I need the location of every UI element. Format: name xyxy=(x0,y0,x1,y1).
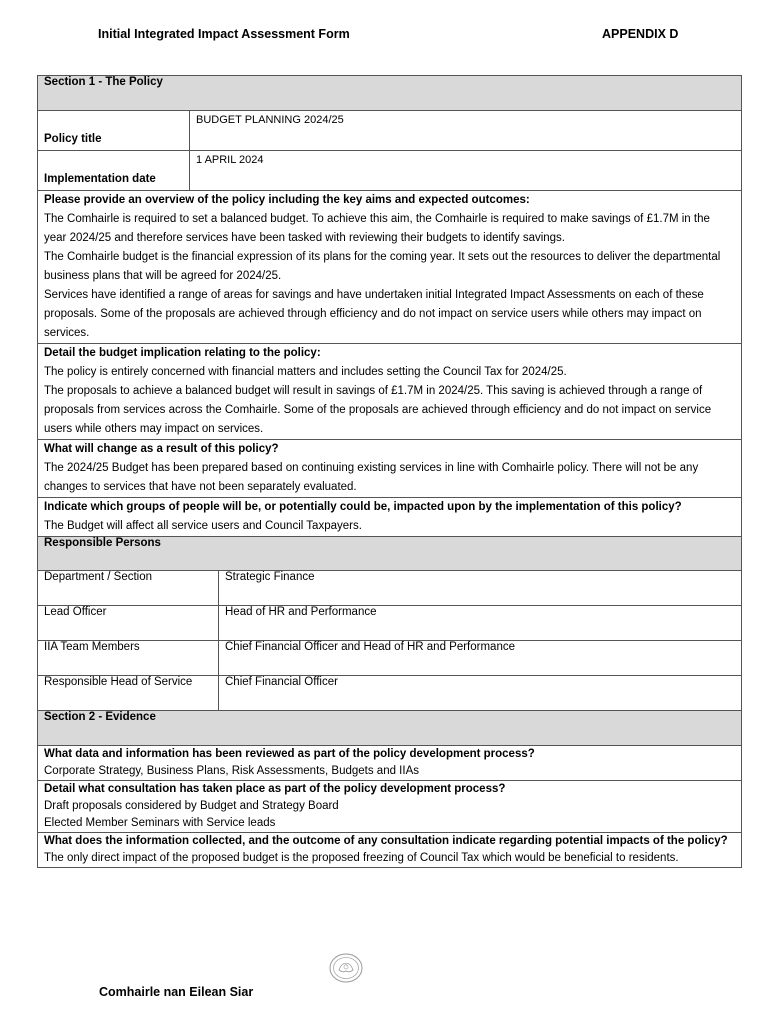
groups-row xyxy=(38,498,742,537)
policy-title-row xyxy=(38,111,742,151)
section2-heading-row xyxy=(38,711,742,746)
appendix-label: APPENDIX D xyxy=(602,27,679,41)
section2-heading: Section 2 - Evidence xyxy=(38,711,742,746)
responsible-row xyxy=(38,606,742,641)
overview-answer-1: The Comhairle is required to set a balanced budget. To achieve this aim, the Comhairle is required to make savings of £1.7M in the year 2024/25 and therefore services have been tasked with reviewing their budgets to identify savings. xyxy=(44,213,710,244)
data-info-answer: Corporate Strategy, Business Plans, Risk Assessments, Budgets and IIAs xyxy=(44,765,419,777)
outcome-question: What does the information collected, and the outcome of any consultation indicate regarding potential impacts of the policy? xyxy=(44,835,728,847)
groups-cell xyxy=(38,498,742,537)
overview-answer-2: The Comhairle budget is the financial expression of its plans for the coming year. It sets out the resources to deliver the departmental business plans that will be agreed for 2024/25. xyxy=(44,251,721,282)
responsible-value: Head of HR and Performance xyxy=(219,606,742,641)
budget-answer-1: The policy is entirely concerned with financial matters and includes setting the Council Tax for 2024/25. xyxy=(44,366,567,378)
budget-row xyxy=(38,344,742,440)
overview-cell xyxy=(38,191,742,344)
data-info-cell xyxy=(38,746,742,781)
change-question: What will change as a result of this policy? xyxy=(44,443,279,455)
budget-question: Detail the budget implication relating to the policy: xyxy=(44,347,321,359)
implementation-date-label: Implementation date xyxy=(38,151,190,191)
consultation-cell xyxy=(38,781,742,833)
change-cell xyxy=(38,440,742,498)
section1-heading-row xyxy=(38,76,742,111)
responsible-label: Responsible Head of Service xyxy=(38,676,219,711)
section1-heading: Section 1 - The Policy xyxy=(38,76,742,111)
responsible-row xyxy=(38,676,742,711)
budget-cell xyxy=(38,344,742,440)
data-info-question: What data and information has been reviewed as part of the policy development process? xyxy=(44,748,535,760)
consultation-question: Detail what consultation has taken place as part of the policy development process? xyxy=(44,783,506,795)
responsible-label: Lead Officer xyxy=(38,606,219,641)
responsible-label: Department / Section xyxy=(38,571,219,606)
responsible-row xyxy=(38,641,742,676)
responsible-value: Chief Financial Officer and Head of HR and Performance xyxy=(219,641,742,676)
overview-question: Please provide an overview of the policy including the key aims and expected outcomes: xyxy=(44,194,530,206)
assessment-form-table xyxy=(37,75,742,868)
responsible-value: Chief Financial Officer xyxy=(219,676,742,711)
consultation-answer-1: Draft proposals considered by Budget and Strategy Board xyxy=(44,800,339,812)
groups-answer: The Budget will affect all service users and Council Taxpayers. xyxy=(44,520,362,532)
overview-answer-3: Services have identified a range of areas for savings and have undertaken initial Integrated Impact Assessments on each of these proposals. Some of the proposals are achieved through efficiency and do not impact on service users while others may impact on services. xyxy=(44,289,704,339)
responsible-row xyxy=(38,571,742,606)
overview-row xyxy=(38,191,742,344)
council-seal-icon xyxy=(328,952,364,984)
change-answer: The 2024/25 Budget has been prepared based on continuing existing services in line with Comhairle policy. There will not be any changes to services that have not been separately evaluated. xyxy=(44,462,699,493)
consultation-row xyxy=(38,781,742,833)
form-title: Initial Integrated Impact Assessment Form xyxy=(98,27,350,41)
implementation-date-value: 1 APRIL 2024 xyxy=(190,151,742,191)
change-row xyxy=(38,440,742,498)
budget-answer-2: The proposals to achieve a balanced budget will result in savings of £1.7M in 2024/25. This saving is achieved through a range of proposals from services across the Comhairle. Some of the proposals are achieved through efficiency and do not impact on service users while others may impact on services. xyxy=(44,385,712,435)
groups-question: Indicate which groups of people will be, or potentially could be, impacted upon by the implementation of this policy? xyxy=(44,501,682,513)
data-info-row xyxy=(38,746,742,781)
consultation-answer-2: Elected Member Seminars with Service leads xyxy=(44,817,276,829)
policy-title-label: Policy title xyxy=(38,111,190,151)
outcome-answer: The only direct impact of the proposed budget is the proposed freezing of Council Tax which would be beneficial to residents. xyxy=(44,852,679,864)
responsible-label: IIA Team Members xyxy=(38,641,219,676)
policy-title-value: BUDGET PLANNING 2024/25 xyxy=(190,111,742,151)
footer-org-name: Comhairle nan Eilean Siar xyxy=(99,985,254,999)
outcome-row xyxy=(38,833,742,868)
responsible-heading-row xyxy=(38,537,742,571)
responsible-heading: Responsible Persons xyxy=(38,537,742,571)
outcome-cell xyxy=(38,833,742,868)
responsible-value: Strategic Finance xyxy=(219,571,742,606)
implementation-date-row xyxy=(38,151,742,191)
